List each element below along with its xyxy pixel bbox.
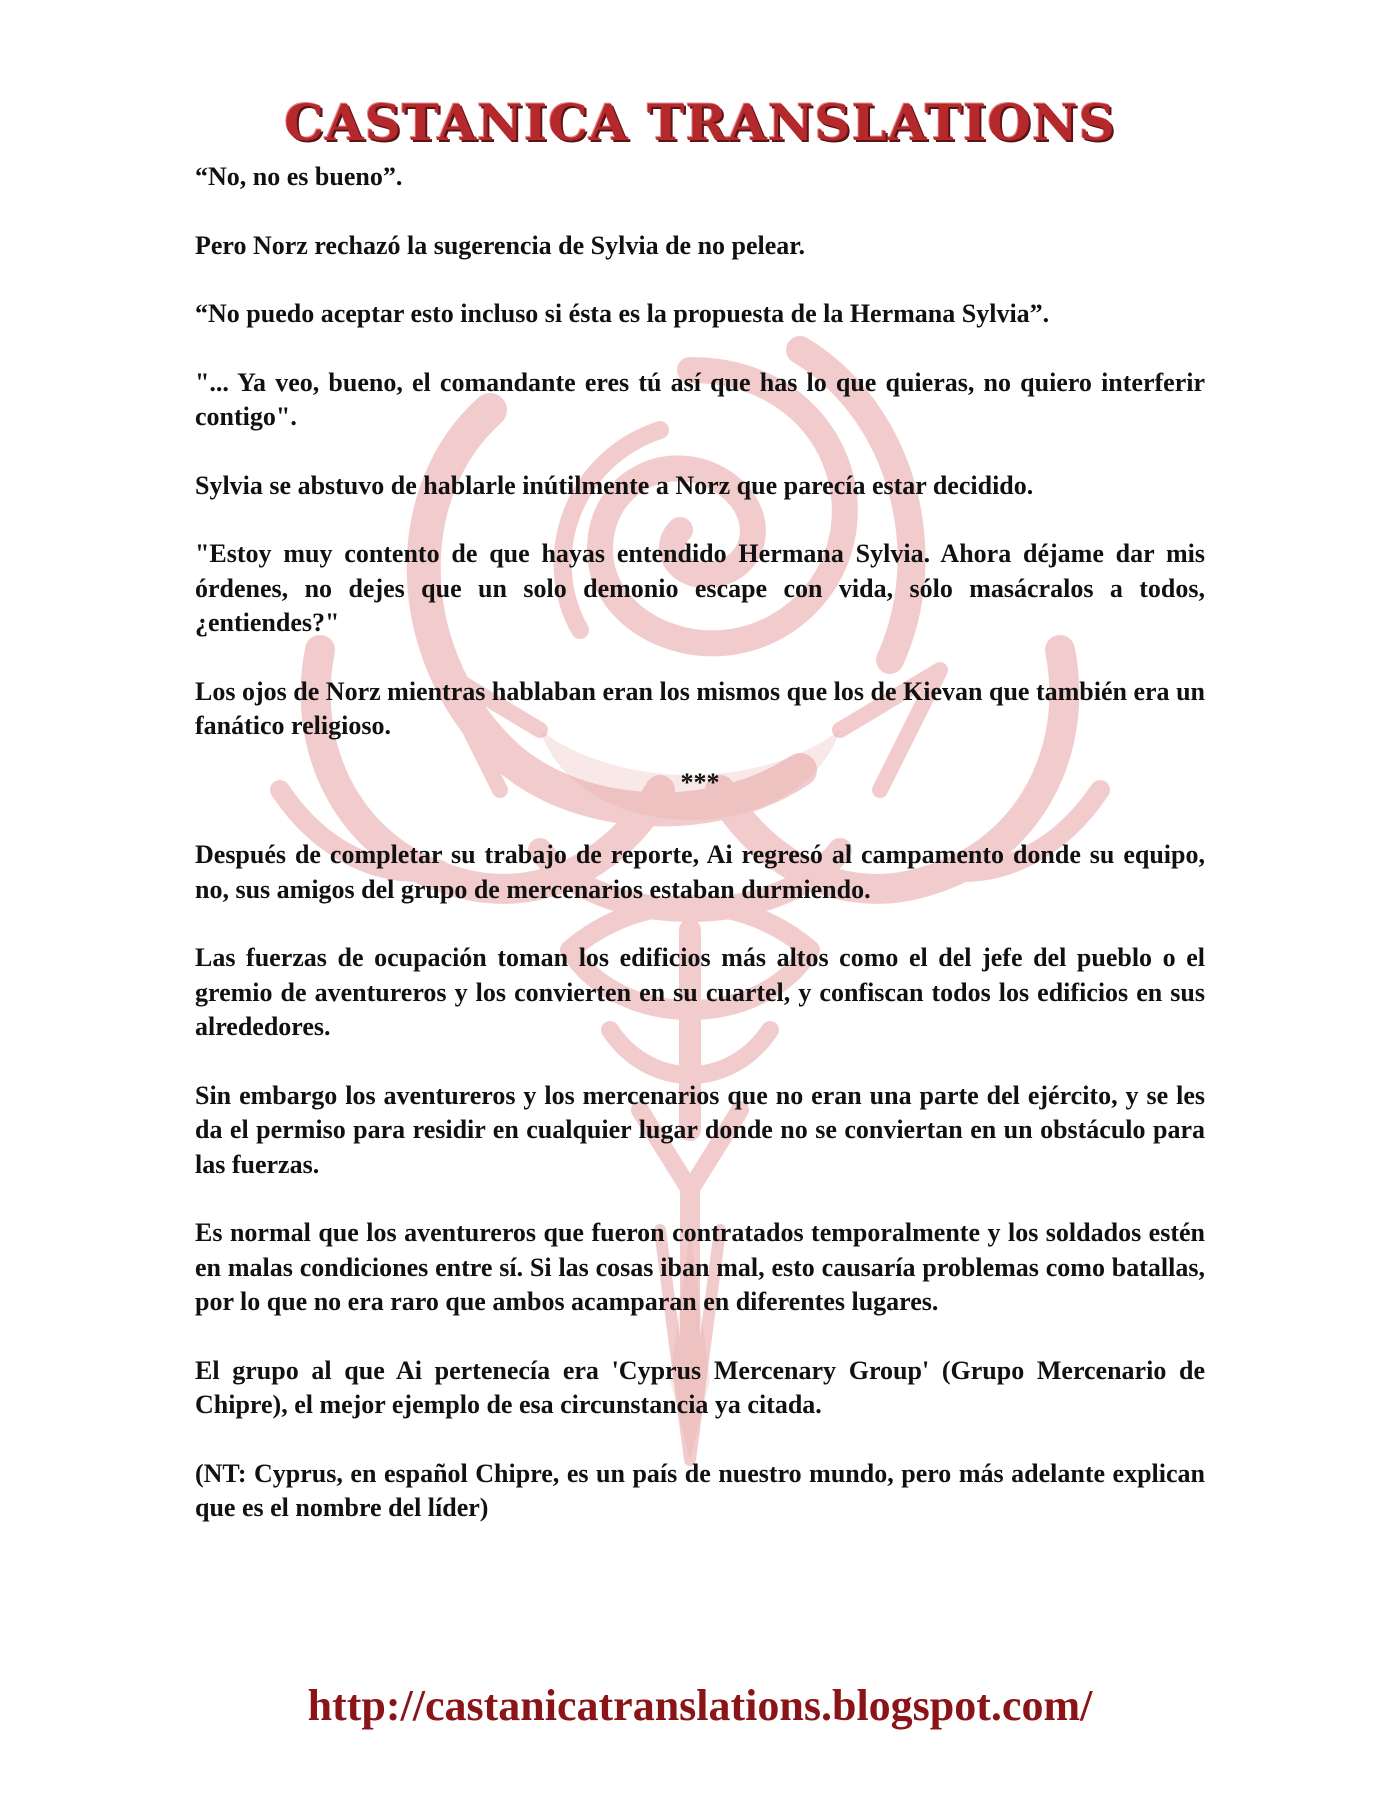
footer-blog-link[interactable]: http://castanicatranslations.blogspot.com/ xyxy=(307,1681,1093,1730)
page-header-title: CASTANICA TRANSLATIONS xyxy=(284,93,1116,152)
document-body xyxy=(195,160,1205,1560)
paragraph: Sin embargo los aventureros y los mercenarios que no eran una parte del ejército, y se les da el permiso para residir en cualquier lugar donde no se conviertan en un obstáculo para las fuerzas. xyxy=(195,1080,1205,1179)
paragraph: Después de completar su trabajo de reporte, Ai regresó al campamento donde su equipo, no, sus amigos del grupo de mercenarios estaban durmiendo. xyxy=(195,840,1205,904)
paragraph: “No puedo aceptar esto incluso si ésta es la propuesta de la Hermana Sylvia”. xyxy=(195,299,1050,328)
paragraph: (NT: Cyprus, en español Chipre, es un país de nuestro mundo, pero más adelante explican que es el nombre del líder) xyxy=(195,1458,1205,1522)
scene-separator: *** xyxy=(680,767,720,797)
paragraph: Pero Norz rechazó la sugerencia de Sylvia de no pelear. xyxy=(195,230,805,260)
paragraph: “No, no es bueno”. xyxy=(195,162,403,191)
paragraph: "... Ya veo, bueno, el comandante eres tú así que has lo que quieras, no quiero interferir contigo". xyxy=(195,367,1205,431)
paragraph: Los ojos de Norz mientras hablaban eran los mismos que los de Kievan que también era un fanático religioso. xyxy=(195,676,1205,740)
paragraph: Las fuerzas de ocupación toman los edificios más altos como el del jefe del pueblo o el gremio de aventureros y los convierten en su cuartel, y confiscan todos los edificios en sus alrededores. xyxy=(195,943,1205,1041)
paragraph: El grupo al que Ai pertenecía era 'Cyprus Mercenary Group' (Grupo Mercenario de Chipre), el mejor ejemplo de esa circunstancia ya citada. xyxy=(195,1355,1205,1419)
paragraph: "Estoy muy contento de que hayas entendido Hermana Sylvia. Ahora déjame dar mis órdenes, no dejes que un solo demonio escape con vida, sólo masácralos a todos, ¿entiendes?" xyxy=(195,539,1205,637)
paragraph: Es normal que los aventureros que fueron contratados temporalmente y los soldados estén en malas condiciones entre sí. Si las cosas iban mal, esto causaría problemas como batallas, por lo que no era raro que ambos acamparan en diferentes lugares. xyxy=(195,1218,1205,1316)
paragraph: Sylvia se abstuvo de hablarle inútilmente a Norz que parecía estar decidido. xyxy=(195,470,1034,500)
